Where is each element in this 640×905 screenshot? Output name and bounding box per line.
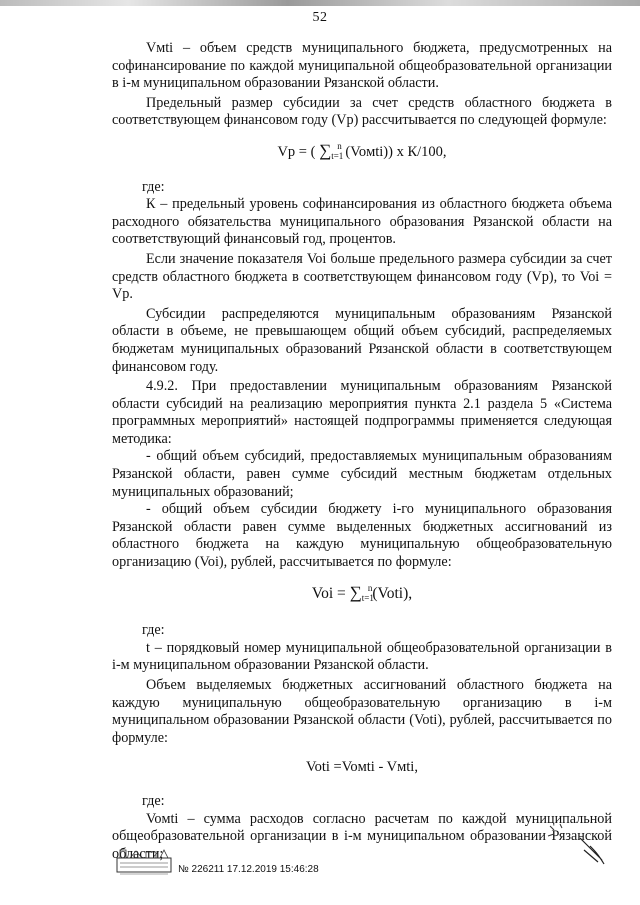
paragraph-vomti-definition: Voмti – сумма расходов согласно расчетам по каждой муниципальной общеобразовательной организации в i-м муниципальном образовании Рязанской области; [112,810,612,862]
paragraph-total-volume: - общий объем субсидий, предоставляемых муниципальным образованиям Рязанской области, равен сумме субсидий местным бюджетам отдельных муниципальных образований; [112,448,612,500]
formula-vp [112,142,612,163]
sum-upper-limit: n [337,140,342,151]
formula-vp-right: (Voмti)) х К/100, [345,143,447,160]
handwritten-mark-icon [540,820,610,870]
where-label: где: [142,622,165,639]
sum-lower-limit: t=1 [361,592,374,603]
paragraph-vmti-definition: Vмti – объем средств муниципального бюджета, предусмотренных на софинансирование по каждой муниципальной общеобразовательной организации в i-м муниципальном образовании Рязанской области. [112,40,612,92]
paragraph-vp-intro: Предельный размер субсидии за счет средств областного бюджета в соответствующем финансовом году (Vp) рассчитывается по следующей формуле: [112,94,612,129]
paragraph-k-definition: К – предельный уровень софинансирования из областного бюджета объема расходного обязательства муниципального образования Рязанской области на соответствующий финансовый год, процентов. [112,196,612,248]
formula-voti: Voti =Voмti - Vмti, [306,759,418,776]
formula-vp-left: Vp = ( [277,143,316,160]
paragraph-distribution: Субсидии распределяются муниципальным образованиям Рязанской области в объеме, не превышающем общий объем субсидий, распределяемых бюджетам муниципальных образований Рязанской области в соответствующем финансовом году. [112,305,612,375]
formula-voi [112,584,612,605]
document-body [112,40,612,863]
formula-voi-left: Voi = [311,584,346,602]
formula-voi-right: (Voti), [372,584,413,602]
paragraph-t-definition: t – порядковый номер муниципальной общеобразовательной организации в i-м муниципальном образовании Рязанской области. [112,639,612,674]
sum-symbol: ∑ [319,140,332,160]
paragraph-4-9-2: 4.9.2. При предоставлении муниципальным образованиям Рязанской области субсидий на реализацию мероприятия пункта 2.1 раздела 5 «Система программных мероприятий» настоящей подпрограммы применяется следующая методика: [112,378,612,447]
registry-stamp-icon [116,846,172,876]
document-footer [116,846,516,886]
sum-upper-limit: n [367,582,373,593]
paragraph-subsidy-volume: - общий объем субсидии бюджету i-го муниципального образования Рязанской области равен сумме выделенных бюджетных ассигнований из областного бюджета на каждую муниципальную общеобразовательную организацию (Voi), рублей, рассчитывается по формуле: [112,501,612,571]
scan-edge [0,0,640,6]
page-number: 52 [312,10,328,25]
paragraph-voi-condition: Если значение показателя Voi больше предельного размера субсидии за счет средств областного бюджета в соответствующем финансовом году (Vp), то Voi = Vp. [112,250,612,303]
paragraph-voti-intro: Объем выделяемых бюджетных ассигнований областного бюджета на каждую муниципальную общеобразовательную организацию в i-м муниципальном образовании Рязанской области (Voti), рублей, рассчитывается по формуле: [112,677,612,746]
registration-number: № 226211 17.12.2019 15:46:28 [178,864,319,875]
sum-lower-limit: t=1 [331,150,344,161]
where-label: где: [142,178,165,195]
where-label: где: [142,792,165,809]
sum-symbol: ∑ [349,582,362,602]
